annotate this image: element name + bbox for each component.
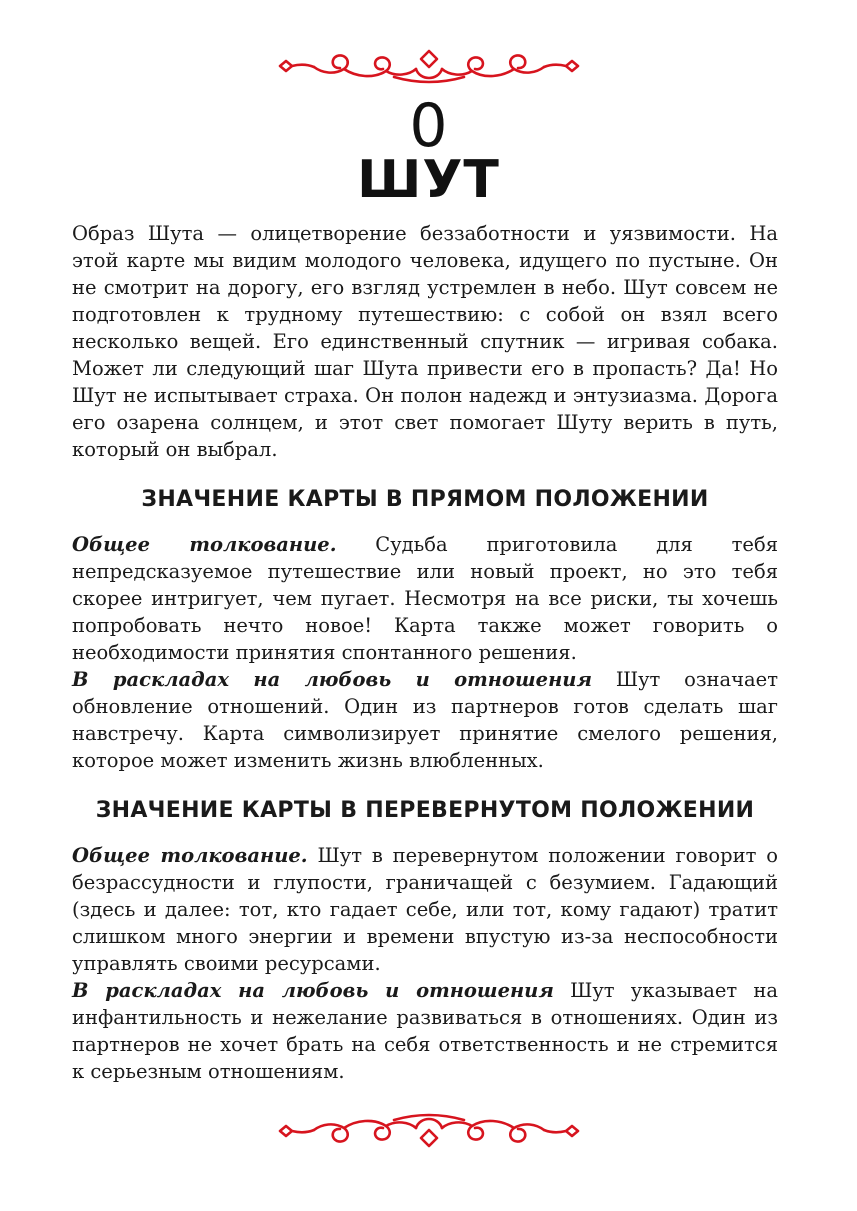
reversed-general-lead: Общее толкование.: [72, 844, 308, 867]
reversed-love-paragraph: [72, 977, 778, 1085]
intro-paragraph: Образ Шута — олицетворение беззаботности и уязвимости. На этой карте мы видим молодого человека, идущего по пустыне. Он не смотрит на дорогу, его взгляд устремлен в небо. Шут совсем не подготовлен к трудному путешествию: с собой он взял всего несколько вещей. Его единственный спутник — игривая собака. Может ли следующий шаг Шута привести его в пропасть? Да! Но Шут не испытывает страха. Он полон надежд и энтузиазма. Дорога его озарена солнцем, и этот свет помогает Шуту верить в путь, который он выбрал.: [72, 222, 778, 461]
reversed-heading: ЗНАЧЕНИЕ КАРТЫ В ПЕРЕВЕРНУТОМ ПОЛОЖЕНИИ: [95, 798, 755, 823]
reversed-general-text: Шут в перевернутом положении говорит о безрассудности и глупости, граничащей с безумием. Гадающий (здесь и далее: тот, кто гадает себе, или тот, кому гадают) тратит слишком много энергии и времени впустую из-за неспособности управлять своими ресурсами.: [72, 844, 778, 975]
upright-general-paragraph: [72, 531, 778, 666]
reversed-general-paragraph: [72, 842, 778, 977]
card-number: 0: [409, 91, 448, 161]
reversed-love-lead: В раскладах на любовь и отношения: [72, 979, 554, 1002]
upright-love-lead: В раскладах на любовь и отношения: [72, 668, 592, 691]
upright-general-text: Судьба приготовила для тебя непредсказуемое путешествие или новый проект, но это тебя скорее интригует, чем пугает. Несмотря на все риски, ты хочешь попробовать нечто новое! Карта также может говорить о необходимости принятия спонтанного решения.: [72, 533, 778, 664]
main-content: [72, 220, 778, 1085]
card-title: ШУТ: [357, 150, 500, 210]
reversed-love-text: Шут указывает на инфантильность и нежелание развиваться в отношениях. Один из партнеров не хочет брать на себя ответственность и не стремится к серьезным отношениям.: [72, 979, 778, 1083]
bottom-ornament: [274, 1108, 584, 1150]
upright-heading: ЗНАЧЕНИЕ КАРТЫ В ПРЯМОМ ПОЛОЖЕНИИ: [141, 487, 709, 512]
upright-love-text: Шут означает обновление отношений. Один из партнеров готов сделать шаг навстречу. Карта символизирует принятие смелого решения, которое может изменить жизнь влюбленных.: [72, 668, 778, 772]
top-ornament: [274, 47, 584, 89]
upright-love-paragraph: [72, 666, 778, 774]
upright-general-lead: Общее толкование.: [72, 533, 337, 556]
